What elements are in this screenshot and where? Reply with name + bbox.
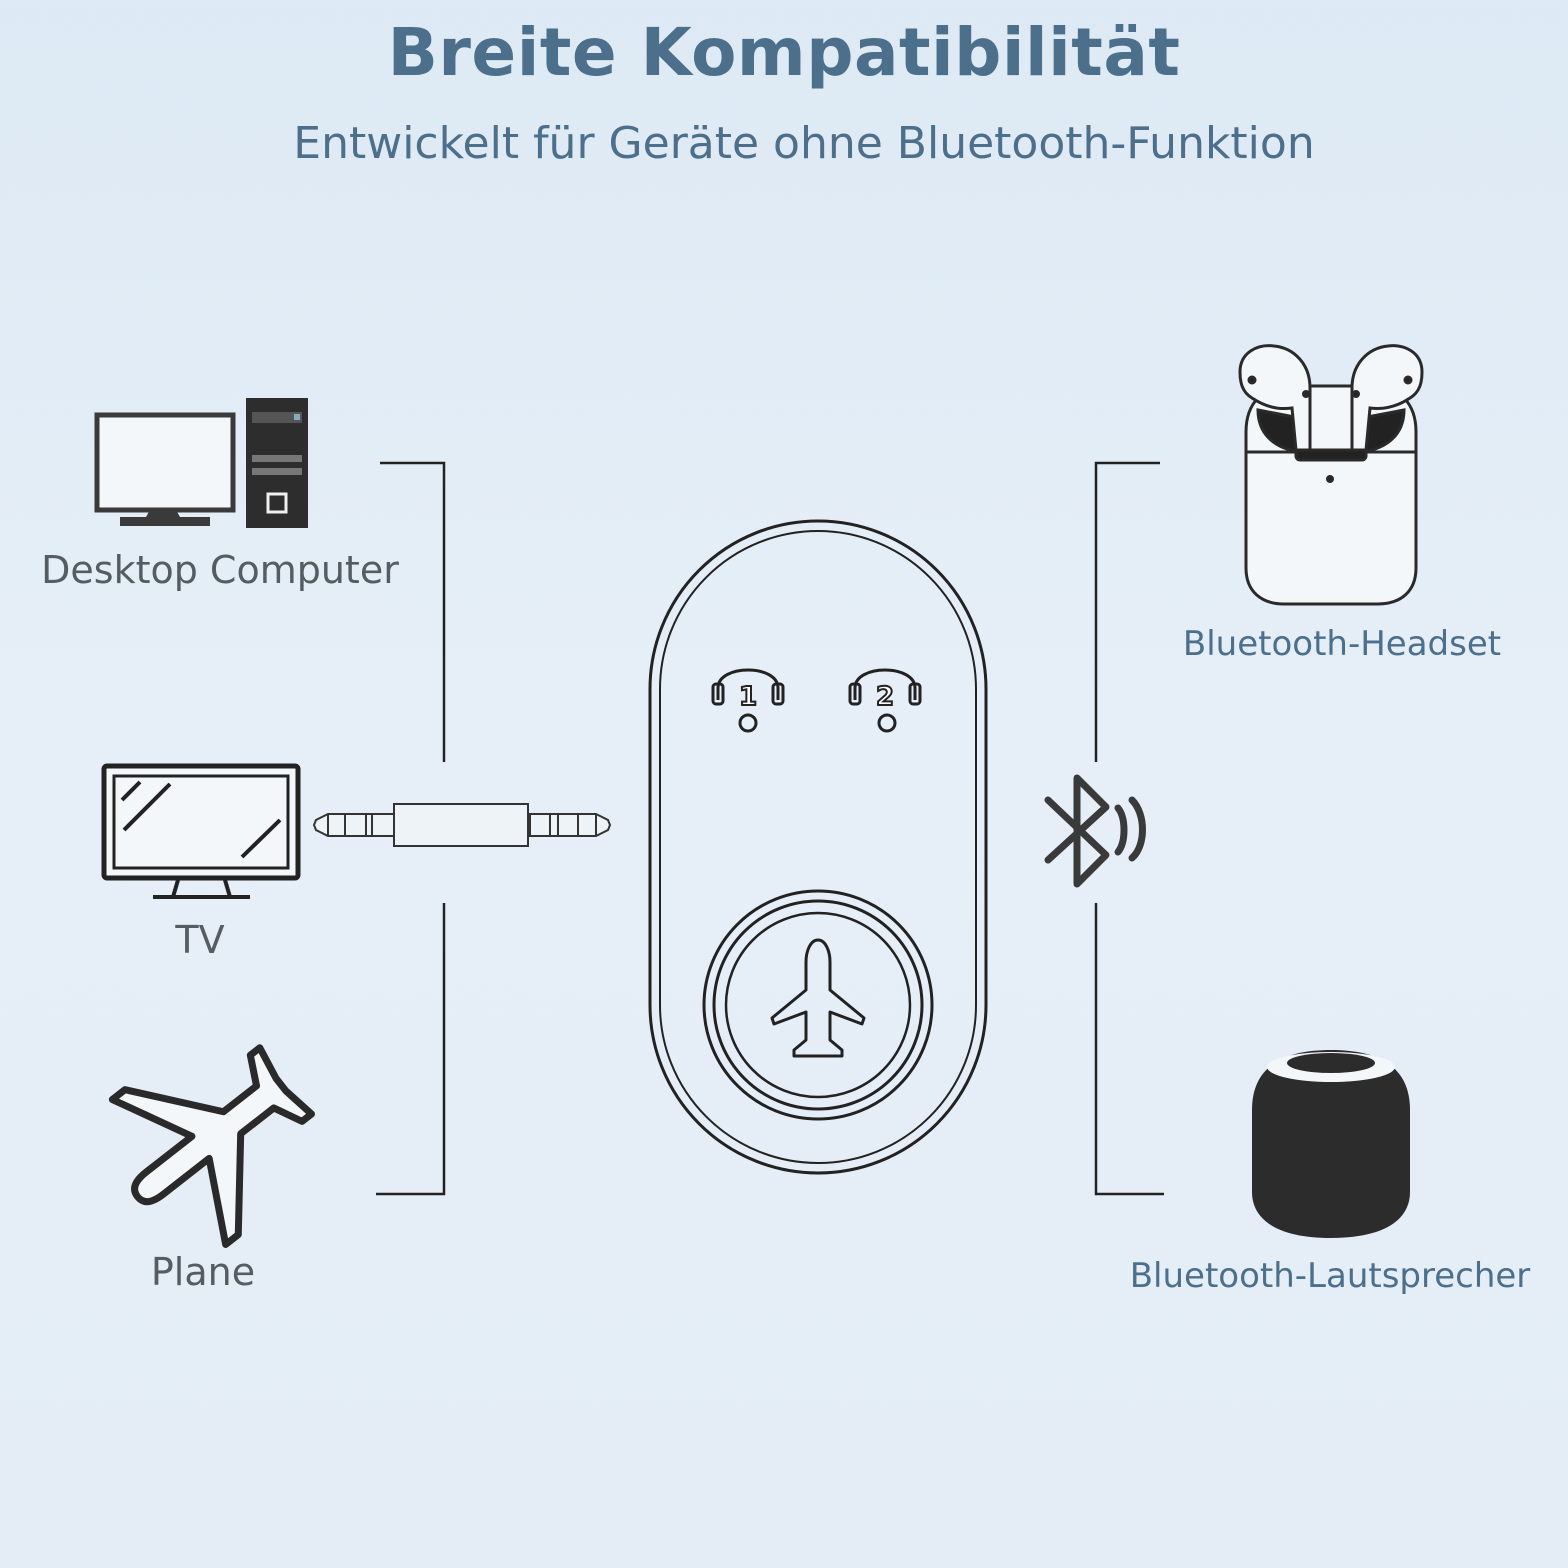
channel-1-number: 1 bbox=[738, 682, 758, 712]
earbuds-case-icon bbox=[1240, 346, 1422, 604]
airplane-button bbox=[704, 891, 932, 1119]
channel-2-number: 2 bbox=[875, 682, 895, 712]
bluetooth-transmitter-device bbox=[650, 521, 986, 1173]
speaker-icon bbox=[1252, 1050, 1410, 1238]
label-plane: Plane bbox=[150, 1250, 256, 1294]
label-desktop-computer: Desktop Computer bbox=[41, 548, 399, 592]
right-bracket bbox=[1096, 463, 1164, 1194]
airplane-button-icon bbox=[772, 940, 864, 1056]
label-bluetooth-speaker: Bluetooth-Lautsprecher bbox=[1129, 1256, 1531, 1296]
tv-icon bbox=[104, 766, 298, 897]
aux-cable-icon bbox=[314, 804, 610, 846]
bluetooth-icon bbox=[1048, 778, 1143, 884]
desktop-computer-icon bbox=[97, 398, 308, 528]
label-tv: TV bbox=[175, 918, 225, 962]
label-bluetooth-headset: Bluetooth-Headset bbox=[1182, 624, 1502, 664]
plane-icon bbox=[81, 1008, 342, 1269]
page-subtitle: Entwickelt für Geräte ohne Bluetooth-Funktion bbox=[293, 118, 1315, 169]
page-title: Breite Kompatibilität bbox=[387, 14, 1181, 91]
